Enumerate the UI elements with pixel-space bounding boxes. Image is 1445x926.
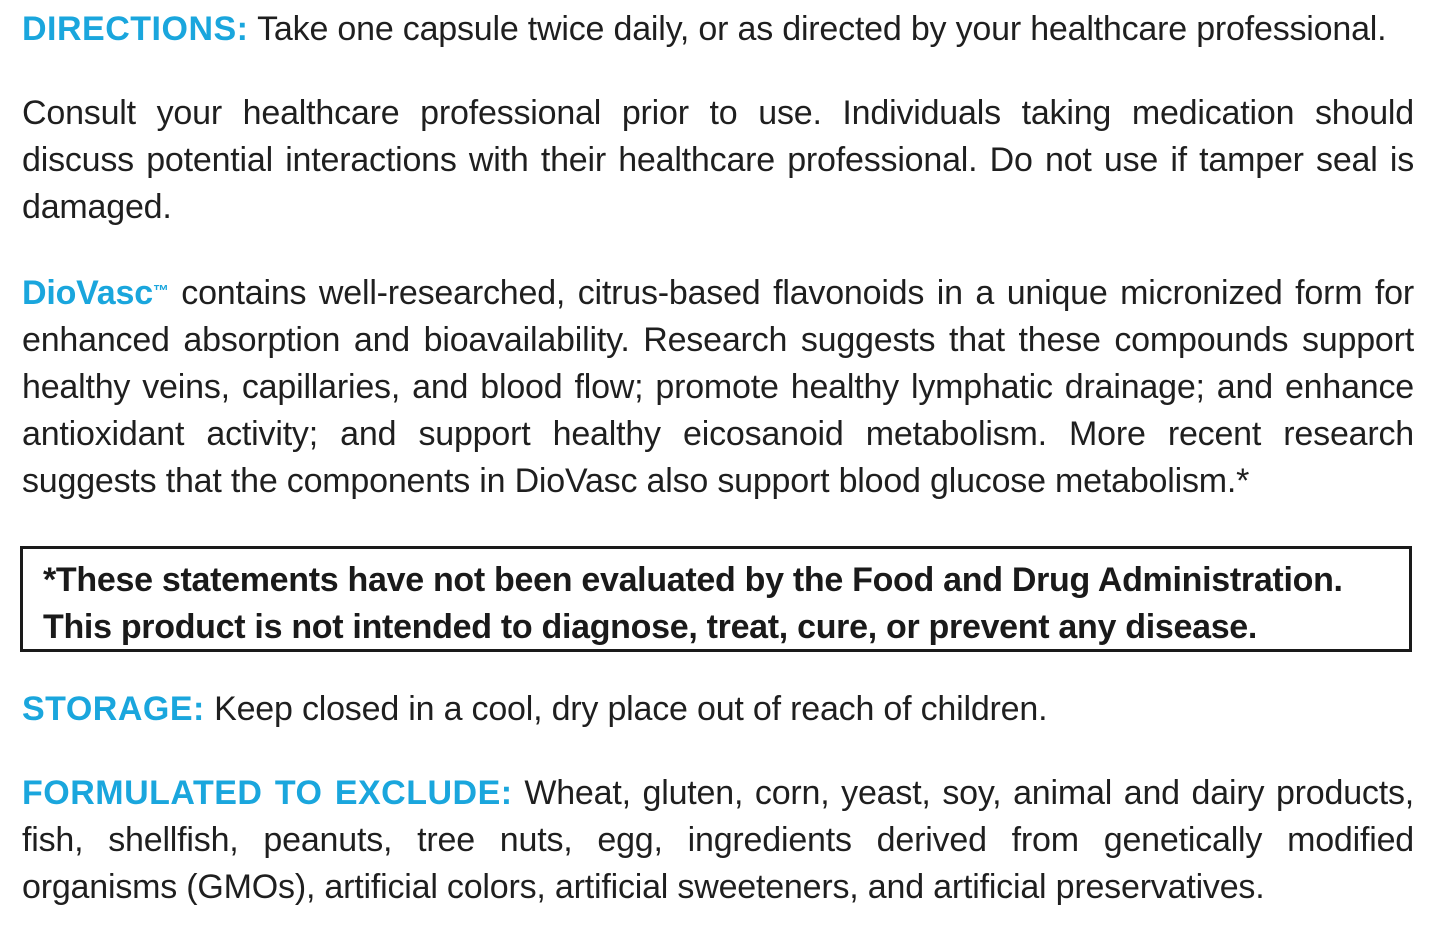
directions-paragraph <box>22 6 1414 53</box>
storage-label: STORAGE: <box>22 690 205 728</box>
storage-paragraph <box>22 686 1414 733</box>
trademark-symbol: ™ <box>152 283 169 300</box>
storage-text: Keep closed in a cool, dry place out of reach of children. <box>204 690 1048 728</box>
directions-label: DIRECTIONS: <box>22 10 249 48</box>
diovasc-paragraph <box>22 270 1414 505</box>
consult-paragraph: Consult your healthcare professional prior to use. Individuals taking medication should discuss potential interactions with their healthcare professional. Do not use if tamper seal is damaged. <box>22 94 1414 226</box>
directions-text: Take one capsule twice daily, or as directed by your healthcare professional. <box>248 10 1387 48</box>
fda-disclaimer-text: *These statements have not been evaluated by the Food and Drug Administration. This product is not intended to diagnose, treat, cure, or prevent any disease. <box>43 561 1343 646</box>
exclude-label: FORMULATED TO EXCLUDE: <box>22 774 513 812</box>
diovasc-brand-name: DioVasc <box>22 274 153 312</box>
fda-disclaimer-box <box>20 546 1412 652</box>
diovasc-text: contains well-researched, citrus-based flavonoids in a unique micronized form for enhanced absorption and bioavailability. Research suggests that these compounds support healthy veins, capillaries, and blood flow; promote healthy lymphatic drainage; and enhance antioxidant activity; and support healthy eicosanoid metabolism. More recent research suggests that the components in DioVasc also support blood glucose metabolism.* <box>22 274 1414 500</box>
exclude-text: Wheat, gluten, corn, yeast, soy, animal and dairy products, fish, shellfish, peanuts, tree nuts, egg, ingredients derived from genetically modified organisms (GMOs), artificial colors, artificial sweeteners, and artificial preservatives. <box>22 774 1414 906</box>
exclude-paragraph <box>22 770 1414 911</box>
